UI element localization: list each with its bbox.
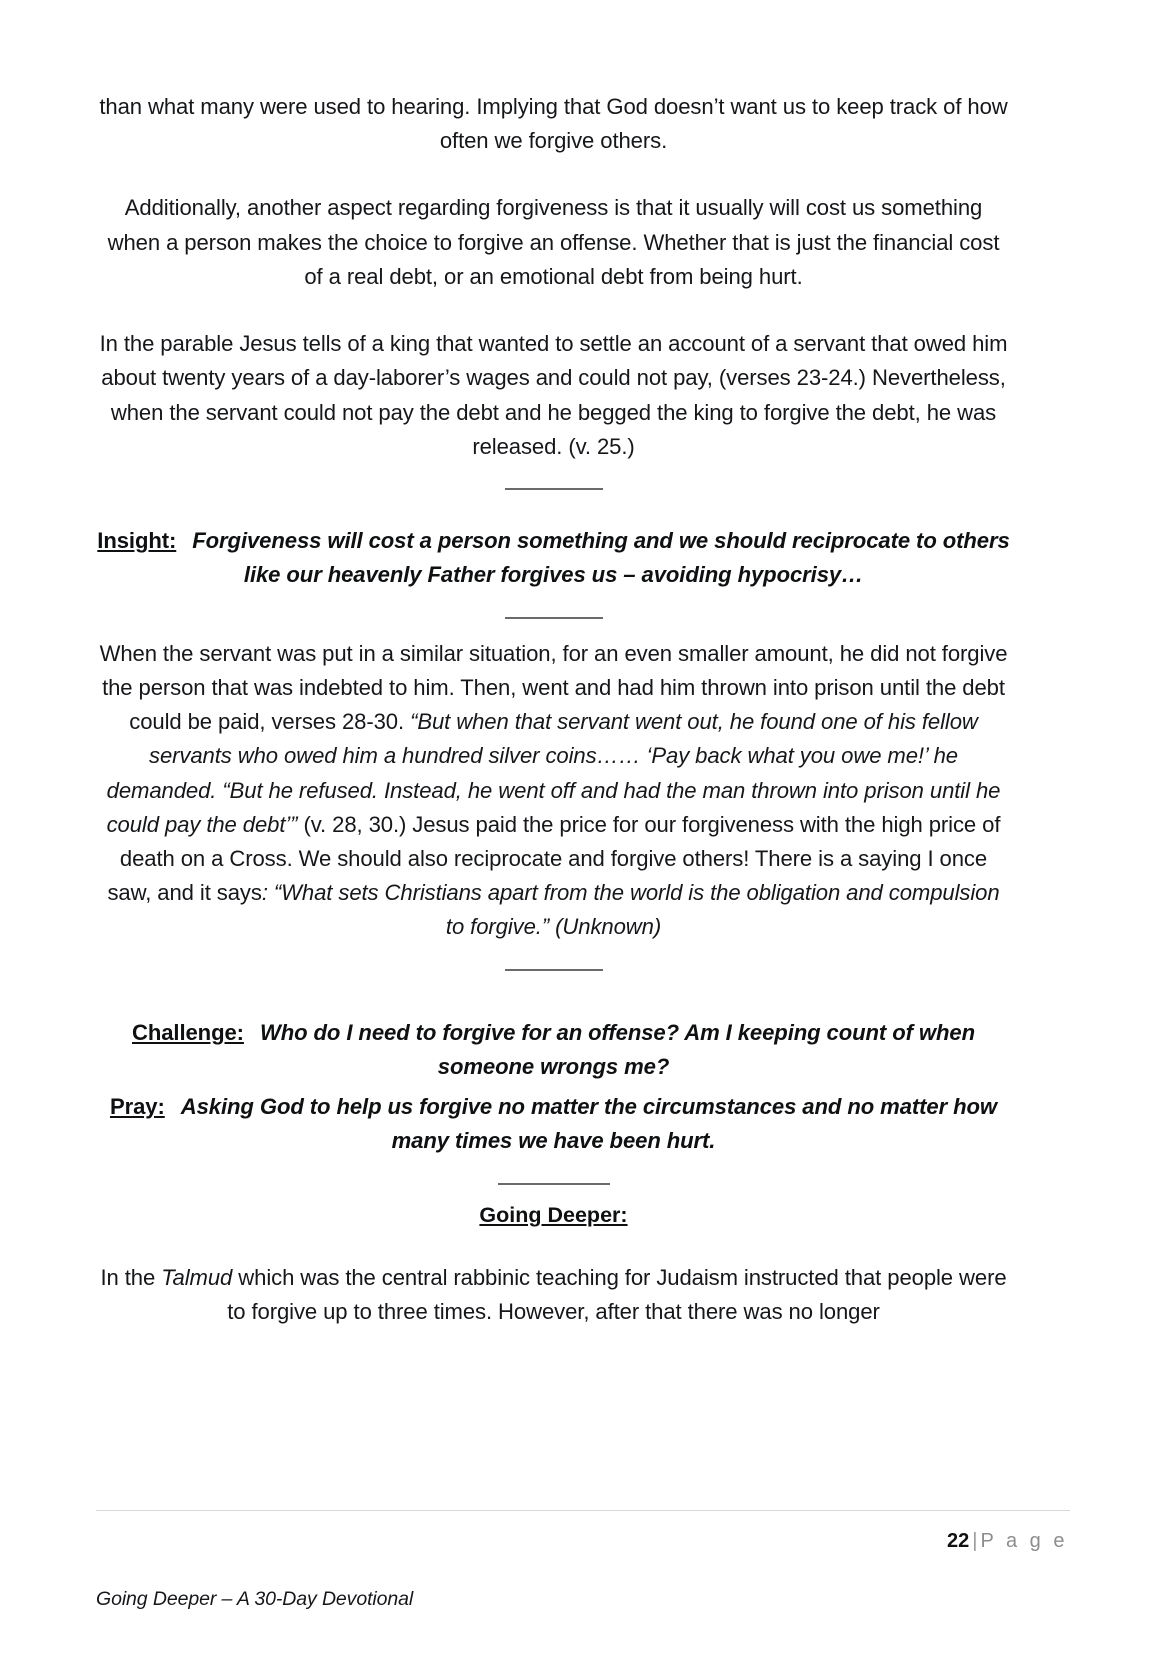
paragraph-cost-of-forgiveness: Additionally, another aspect regarding forgiveness is that it usually will cost us something when a person makes the choice to forgive an offense. Whether that is just the financial cost of a real debt, or an emotional debt from being hurt. <box>107 195 1000 289</box>
paragraph-spacer <box>96 502 1011 524</box>
saying-quote: “What sets Christians apart from the world is the obligation and compulsion to forgive.” <box>273 880 1000 940</box>
paragraph-spacer <box>96 593 1011 605</box>
insight-text: Forgiveness will cost a person something and we should reciprocate to others like our heavenly Father forgives us – avoiding hypocrisy… <box>192 528 1010 588</box>
going-deeper-heading: Going Deeper: <box>479 1202 628 1227</box>
paragraph-spacer <box>96 1159 1011 1171</box>
page-footer <box>96 1504 1070 1654</box>
paragraph-mid-text: (v. 28, 30.) Jesus paid the price for our forgiveness with the high price of death on a Cross. We should also reciprocate and forgive others! There is a saying I once saw, and it says <box>107 811 1001 906</box>
section-divider <box>96 605 1011 631</box>
talmud-rest-text: which was the central rabbinic teaching for Judaism instructed that people were to forgive up to three times. However, after that there was no longer <box>227 1264 1007 1324</box>
page-number-separator: | <box>972 1530 978 1552</box>
insight-block <box>96 524 1011 592</box>
footer-divider <box>96 1510 1070 1511</box>
page-number: 22 <box>947 1530 970 1552</box>
page-content <box>96 90 1011 1329</box>
page-label: P a g e <box>980 1530 1068 1552</box>
paragraph-spacer <box>96 158 1011 191</box>
page-number-block <box>947 1530 1068 1553</box>
quote-attribution: (Unknown) <box>549 914 662 940</box>
divider-rule <box>505 488 603 490</box>
insight-label: Insight: <box>97 528 177 554</box>
divider-rule <box>505 969 603 971</box>
pray-block <box>96 1090 1011 1158</box>
paragraph-spacer <box>96 945 1011 957</box>
divider-rule <box>498 1183 610 1185</box>
paragraph-spacer <box>96 983 1011 1016</box>
scripture-quote-one: “But when that servant went out, he found one of his fellow servants who owed him a hundred silver coins…… ‘Pay back what you owe me!’ he demanded. “But he refused. Instead, he went off and had the man thrown into prison until he could pay the debt’” <box>106 709 1001 837</box>
pray-label: Pray: <box>109 1094 165 1120</box>
talmud-lead-text: In the <box>100 1264 162 1290</box>
quote-colon: : <box>261 880 274 906</box>
paragraph-intro: than what many were used to hearing. Implying that God doesn’t want us to keep track of how often we forgive others. <box>99 94 1008 154</box>
section-divider <box>96 1171 1011 1197</box>
section-divider <box>96 476 1011 502</box>
challenge-text: Who do I need to forgive for an offense? Am I keeping count of when someone wrongs me? <box>259 1019 975 1079</box>
paragraph-unforgiving-servant <box>96 637 1011 945</box>
paragraph-spacer <box>96 1228 1011 1261</box>
divider-rule <box>505 617 603 619</box>
book-title: Going Deeper – A 30-Day Devotional <box>96 1588 414 1610</box>
paragraph-spacer <box>96 464 1011 476</box>
paragraph-parable: In the parable Jesus tells of a king that wanted to settle an account of a servant that owed him about twenty years of a day-laborer’s wages and could not pay, (verses 23-24.) Nevertheless, when the servant could not pay the debt and he begged the king to forgive the debt, he was released. (v. 25.) <box>99 331 1008 459</box>
paragraph-spacer <box>96 294 1011 327</box>
talmud-italic-term: Talmud <box>161 1264 233 1290</box>
pray-text: Asking God to help us forgive no matter the circumstances and no matter how many times we have been hurt. <box>180 1094 998 1154</box>
challenge-block <box>96 1016 1011 1084</box>
section-divider <box>96 957 1011 983</box>
paragraph-talmud <box>96 1261 1011 1329</box>
paragraph-lead-text: When the servant was put in a similar situation, for an even smaller amount, he did not forgive the person that was indebted to him. Then, went and had him thrown into prison until the debt could be paid, verses 28-30. <box>99 640 1008 735</box>
challenge-label: Challenge: <box>131 1019 244 1045</box>
